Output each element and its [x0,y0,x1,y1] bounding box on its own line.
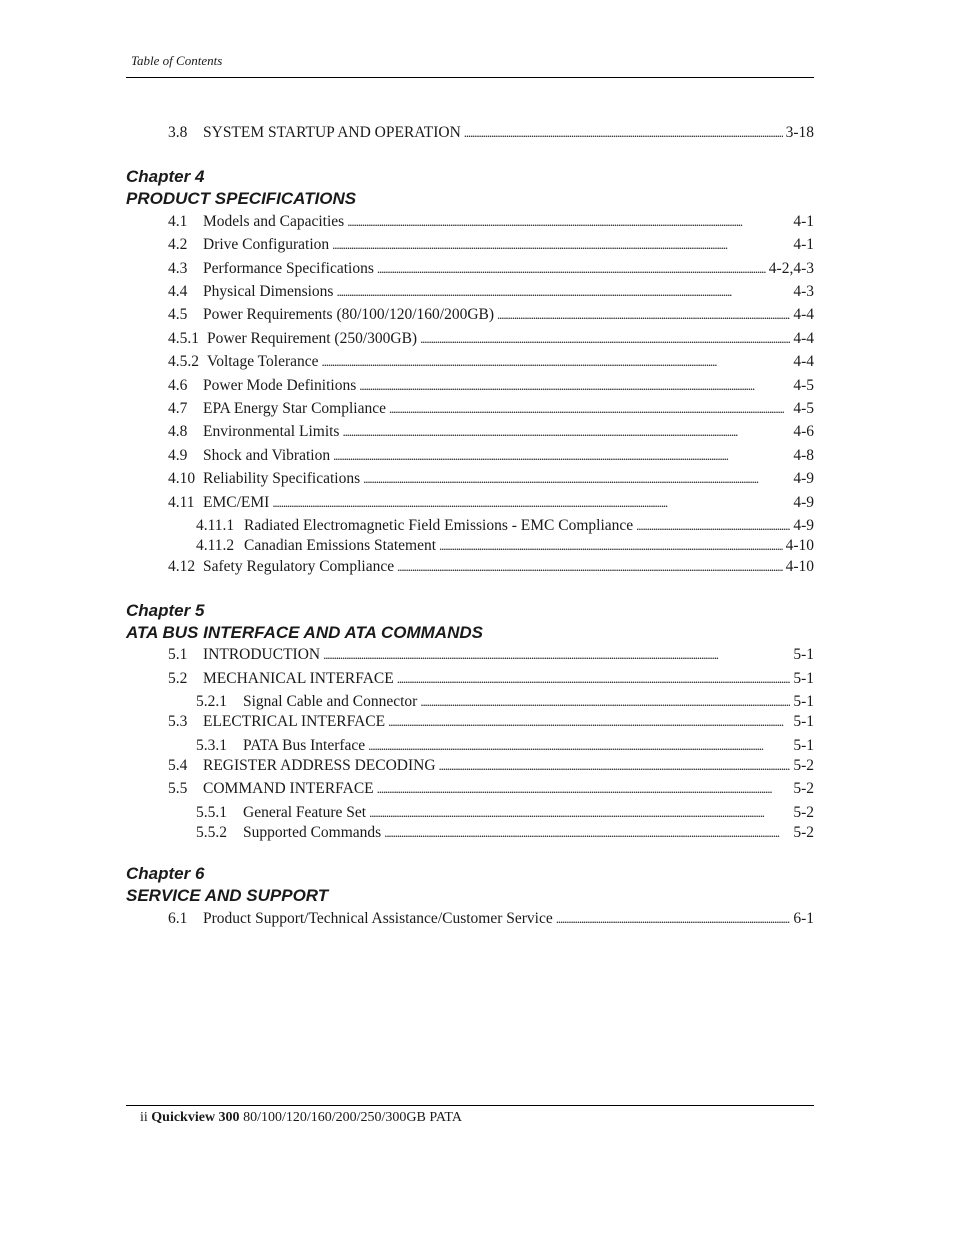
dot-leader [336,283,790,301]
entry-page: 5-2 [793,757,814,774]
entry-title: Radiated Electromagnetic Field Emissions - EMC Compliance [244,517,634,534]
dot-leader [377,260,766,278]
entry-number: 5.5.1 [196,804,227,821]
entry-title: Reliability Specifications [203,470,361,487]
entry-number: 4.5.2 [168,353,199,370]
toc-entry-4-9[interactable] [168,447,814,465]
toc-entry-5-2[interactable] [168,670,814,688]
toc-entry-4-5-2[interactable] [168,353,814,371]
dot-leader [420,330,790,348]
entry-page: 5-2 [793,824,814,841]
dot-leader [272,494,790,512]
chapter-title: ATA BUS INTERFACE AND ATA COMMANDS [126,623,483,642]
entry-title: EPA Energy Star Compliance [203,400,386,417]
entry-number: 5.2.1 [196,693,227,710]
chapter-label: Chapter 5 [126,601,205,620]
toc-entry-5-5-1[interactable] [196,804,814,822]
entry-number: 6.1 [168,910,188,927]
dot-leader [420,693,790,711]
entry-title: SYSTEM STARTUP AND OPERATION [203,124,461,141]
entry-number: 4.2 [168,236,188,253]
chapter-title: SERVICE AND SUPPORT [126,886,329,905]
entry-number: 5.4 [168,757,188,774]
dot-leader [359,377,790,395]
toc-entry-4-6[interactable] [168,377,814,395]
chapter-heading-6 [126,863,328,907]
entry-page: 5-1 [793,646,814,663]
toc-entry-6-1[interactable] [168,910,814,928]
entry-title: Supported Commands [243,824,382,841]
entry-page: 4-4 [793,330,814,347]
entry-title: COMMAND INTERFACE [203,780,374,797]
dot-leader [322,353,791,371]
entry-number: 4.11.2 [196,537,235,554]
toc-entry-4-11[interactable] [168,494,814,512]
entry-page: 4-4 [793,353,814,370]
entry-title: Physical Dimensions [203,283,334,300]
entry-number: 5.2 [168,670,188,687]
chapter-label: Chapter 4 [126,167,205,186]
footer-models: 80/100/120/160/200/250/300GB PATA [243,1110,462,1125]
entry-page: 5-1 [793,670,814,687]
entry-title: Power Requirement (250/300GB) [207,330,418,347]
footer-page-number: ii [140,1110,148,1125]
dot-leader [347,213,790,231]
header-rule [126,77,814,78]
entry-page: 4-5 [793,400,814,417]
entry-page: 5-1 [793,693,814,710]
entry-number: 4.11.1 [196,517,235,534]
entry-page: 4-9 [793,494,814,511]
toc-entry-4-3[interactable] [168,260,814,278]
dot-leader [368,737,790,755]
toc-entry-4-11-2[interactable] [196,537,814,555]
entry-title: Safety Regulatory Compliance [203,558,395,575]
entry-number: 4.8 [168,423,188,440]
entry-page: 4-2,4-3 [768,260,814,277]
dot-leader [369,804,790,822]
dot-leader [384,824,790,842]
entry-title: Power Mode Definitions [203,377,357,394]
entry-number: 3.8 [168,124,188,141]
entry-page: 6-1 [793,910,814,927]
entry-page: 4-9 [793,517,814,534]
entry-number: 5.3 [168,713,188,730]
entry-title: Product Support/Technical Assistance/Customer Service [203,910,553,927]
entry-number: 5.5 [168,780,188,797]
entry-page: 4-10 [785,558,814,575]
dot-leader [397,558,782,576]
entry-number: 4.4 [168,283,188,300]
toc-entry-5-3[interactable] [168,713,814,731]
entry-number: 4.12 [168,558,196,575]
entry-page: 4-9 [793,470,814,487]
entry-title: EMC/EMI [203,494,270,511]
dot-leader [497,306,790,324]
footer-product-name: Quickview 300 [151,1110,240,1125]
entry-page: 4-8 [793,447,814,464]
entry-title: Environmental Limits [203,423,340,440]
entry-page: 4-10 [785,537,814,554]
entry-number: 4.11 [168,494,195,511]
toc-entry-5-5[interactable] [168,780,814,798]
toc-entry-4-8[interactable] [168,423,814,441]
dot-leader [332,236,790,254]
entry-number: 4.3 [168,260,188,277]
dot-leader [464,124,783,142]
chapter-heading-5 [126,600,483,644]
dot-leader [439,757,791,775]
dot-leader [388,713,790,731]
entry-title: REGISTER ADDRESS DECODING [203,757,436,774]
entry-page: 4-1 [793,213,814,230]
entry-title: Signal Cable and Connector [243,693,418,710]
entry-page: 4-6 [793,423,814,440]
entry-title: Performance Specifications [203,260,374,277]
entry-number: 4.10 [168,470,196,487]
entry-page: 3-18 [785,124,814,141]
footer-rule [126,1105,814,1106]
entry-number: 5.1 [168,646,188,663]
dot-leader [333,447,790,465]
entry-title: Power Requirements (80/100/120/160/200GB) [203,306,495,323]
toc-entry-4-4[interactable] [168,283,814,301]
toc-entry-5-2-1[interactable] [196,693,814,711]
dot-leader [556,910,791,928]
toc-entry-4-10[interactable] [168,470,814,488]
entry-number: 4.7 [168,400,188,417]
dot-leader [323,646,790,664]
entry-page: 4-3 [793,283,814,300]
toc-entry-3-8[interactable] [168,124,814,142]
running-head: Table of Contents [131,53,223,68]
dot-leader [636,517,790,535]
toc-entry-4-5[interactable] [168,306,814,324]
toc-entry-5-4[interactable] [168,757,814,775]
entry-number: 4.6 [168,377,188,394]
toc-entry-4-1[interactable] [168,213,814,231]
entry-number: 4.1 [168,213,188,230]
dot-leader [363,470,790,488]
toc-entry-4-5-1[interactable] [168,330,814,348]
dot-leader [377,780,791,798]
dot-leader [397,670,791,688]
toc-entry-4-12[interactable] [168,558,814,576]
entry-number: 4.9 [168,447,188,464]
entry-page: 5-2 [793,780,814,797]
entry-number: 4.5.1 [168,330,199,347]
toc-entry-5-3-1[interactable] [196,737,814,755]
chapter-heading-4 [126,166,356,210]
dot-leader [389,400,790,418]
entry-page: 5-2 [793,804,814,821]
entry-number: 5.5.2 [196,824,227,841]
entry-title: PATA Bus Interface [243,737,366,754]
entry-title: Voltage Tolerance [207,353,319,370]
entry-page: 4-1 [793,236,814,253]
toc-entry-4-11-1[interactable] [196,517,814,535]
page-footer [140,1110,462,1126]
entry-title: Canadian Emissions Statement [244,537,437,554]
entry-page: 4-4 [793,306,814,323]
entry-page: 4-5 [793,377,814,394]
toc-entry-4-2[interactable] [168,236,814,254]
entry-title: ELECTRICAL INTERFACE [203,713,386,730]
toc-entry-4-7[interactable] [168,400,814,418]
entry-page: 5-1 [793,737,814,754]
entry-title: Models and Capacities [203,213,345,230]
entry-title: General Feature Set [243,804,367,821]
toc-entry-5-1[interactable] [168,646,814,664]
entry-title: Drive Configuration [203,236,330,253]
entry-title: INTRODUCTION [203,646,321,663]
entry-number: 4.5 [168,306,188,323]
dot-leader [342,423,790,441]
chapter-label: Chapter 6 [126,864,205,883]
dot-leader [439,537,783,555]
toc-entry-5-5-2[interactable] [196,824,814,842]
entry-title: Shock and Vibration [203,447,331,464]
chapter-title: PRODUCT SPECIFICATIONS [126,189,357,208]
entry-page: 5-1 [793,713,814,730]
entry-title: MECHANICAL INTERFACE [203,670,394,687]
entry-number: 5.3.1 [196,737,227,754]
